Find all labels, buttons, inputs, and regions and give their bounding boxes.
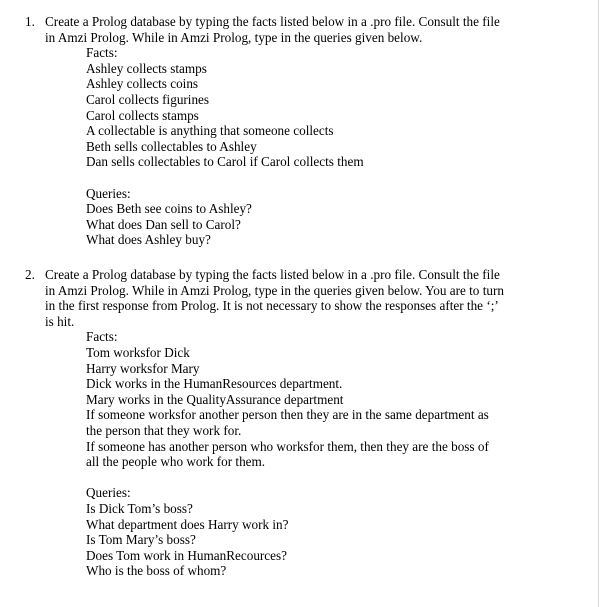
fact-line: Beth sells collectables to Ashley <box>86 138 257 154</box>
fact-line: Carol collects figurines <box>86 91 210 107</box>
facts-section <box>86 329 506 579</box>
fact-line: Carol collects stamps <box>86 107 199 123</box>
fact-line: If someone worksfor another person then they are in the same department as the person that they work for. <box>86 407 489 438</box>
queries-heading: Queries: <box>86 485 131 501</box>
query-line: What does Dan sell to Carol? <box>86 216 241 232</box>
query-line: Is Tom Mary’s boss? <box>86 532 196 548</box>
item-number: 1. <box>25 14 35 29</box>
page-edge-divider <box>598 0 599 607</box>
facts-heading: Facts: <box>86 329 118 345</box>
item-instructions: Create a Prolog database by typing the facts listed below in a .pro file. Consult the file in Amzi Prolog. While in Amzi Prolog, type in the queries given below. <box>45 14 500 45</box>
query-line: What department does Harry work in? <box>86 516 289 532</box>
query-line: Does Beth see coins to Ashley? <box>86 201 252 217</box>
query-line: Is Dick Tom’s boss? <box>86 500 193 516</box>
fact-line: Dick works in the HumanResources department. <box>86 376 343 392</box>
query-line: Who is the boss of whom? <box>86 563 227 579</box>
fact-line: Tom worksfor Dick <box>86 344 190 360</box>
assignment-item-2 <box>25 267 505 579</box>
facts-section <box>86 45 506 248</box>
item-instructions: Create a Prolog database by typing the facts listed below in a .pro file. Consult the file in Amzi Prolog. While in Amzi Prolog, type in the queries given below. You are to turn in the first response from Prolog. It is not necessary to show the responses after the ‘;’ is hit. <box>45 267 504 329</box>
fact-line: Harry worksfor Mary <box>86 360 200 376</box>
queries-heading: Queries: <box>86 185 131 201</box>
assignment-item-1 <box>25 14 505 248</box>
facts-heading: Facts: <box>86 45 118 61</box>
item-number: 2. <box>25 267 35 282</box>
fact-line: Dan sells collectables to Carol if Carol collects them <box>86 154 364 170</box>
fact-line: Ashley collects stamps <box>86 60 207 76</box>
query-line: Does Tom work in HumanRecources? <box>86 547 287 563</box>
fact-line: If someone has another person who worksfor them, then they are the boss of all the people who work for them. <box>86 438 489 470</box>
fact-line: Mary works in the QualityAssurance department <box>86 391 344 407</box>
fact-line: A collectable is anything that someone collects <box>86 123 334 139</box>
query-line: What does Ashley buy? <box>86 232 211 248</box>
fact-line: Ashley collects coins <box>86 76 199 92</box>
